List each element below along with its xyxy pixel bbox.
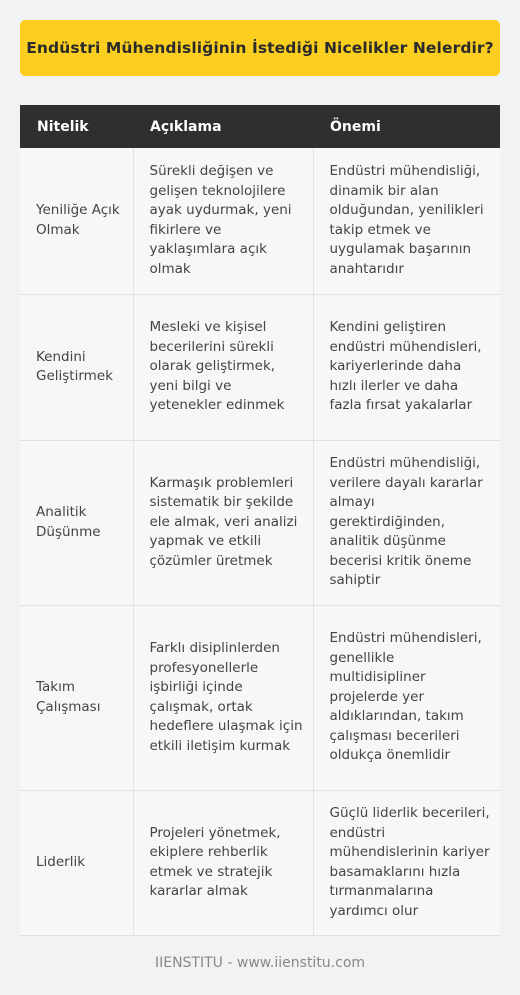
table-header-row [20,105,500,148]
table-body [20,148,500,935]
description-cell: Karmaşık problemleri sistematik bir şekilde ele almak, veri analizi yapmak ve etkili çözümler üretmek [133,440,313,605]
column-header-nitelik: Nitelik [20,105,133,148]
trait-name-cell [20,148,133,294]
importance-cell: Endüstri mühendisleri, genellikle multidisipliner projelerde yer aldıklarından, takım çalışması becerileri oldukça önemlidir [313,605,500,790]
trait-name-cell [20,790,133,935]
trait-name: Kendini Geliştirmek [36,348,113,384]
importance-cell: Kendini geliştiren endüstri mühendisleri, kariyerlerinde daha hızlı ilerler ve daha fazla fırsat yakalarlar [313,294,500,440]
table-row [20,440,500,605]
importance-cell: Güçlü liderlik becerileri, endüstri mühendislerinin kariyer basamaklarını hızla tırmanmalarına yardımcı olur [313,790,500,935]
table-row [20,294,500,440]
column-header-aciklama: Açıklama [133,105,313,148]
column-header-onemi: Önemi [313,105,500,148]
page-title: Endüstri Mühendisliğinin İstediği Nicelikler Nelerdir? [26,39,494,57]
trait-name: Yeniliğe Açık Olmak [36,202,120,238]
table-row [20,605,500,790]
description-cell: Mesleki ve kişisel becerilerini sürekli olarak geliştirmek, yeni bilgi ve yetenekler edinmek [133,294,313,440]
table-row [20,790,500,935]
footer-credit: IIENSTITU - www.iienstitu.com [154,955,366,971]
table-row [20,148,500,294]
trait-name: Takım Çalışması [36,679,101,715]
trait-name: Liderlik [36,853,86,870]
title-banner [20,20,500,76]
description-cell: Projeleri yönetmek, ekiplere rehberlik etmek ve stratejik kararlar almak [133,790,313,935]
description-cell: Sürekli değişen ve gelişen teknolojilere ayak uydurmak, yeni fikirlere ve yaklaşımlara açık olmak [133,148,313,294]
traits-table [20,105,500,936]
description-cell: Farklı disiplinlerden profesyonellerle işbirliği içinde çalışmak, ortak hedeflere ulaşmak için etkili iletişim kurmak [133,605,313,790]
importance-cell: Endüstri mühendisliği, dinamik bir alan olduğundan, yenilikleri takip etmek ve uygulamak başarının anahtarıdır [313,148,500,294]
trait-name-cell [20,440,133,605]
trait-name-cell [20,294,133,440]
importance-cell: Endüstri mühendisliği, verilere dayalı kararlar almayı gerektirdiğinden, analitik düşünme becerisi kritik öneme sahiptir [313,440,500,605]
trait-name-cell [20,605,133,790]
trait-name: Analitik Düşünme [36,504,101,540]
table-header [20,105,500,148]
